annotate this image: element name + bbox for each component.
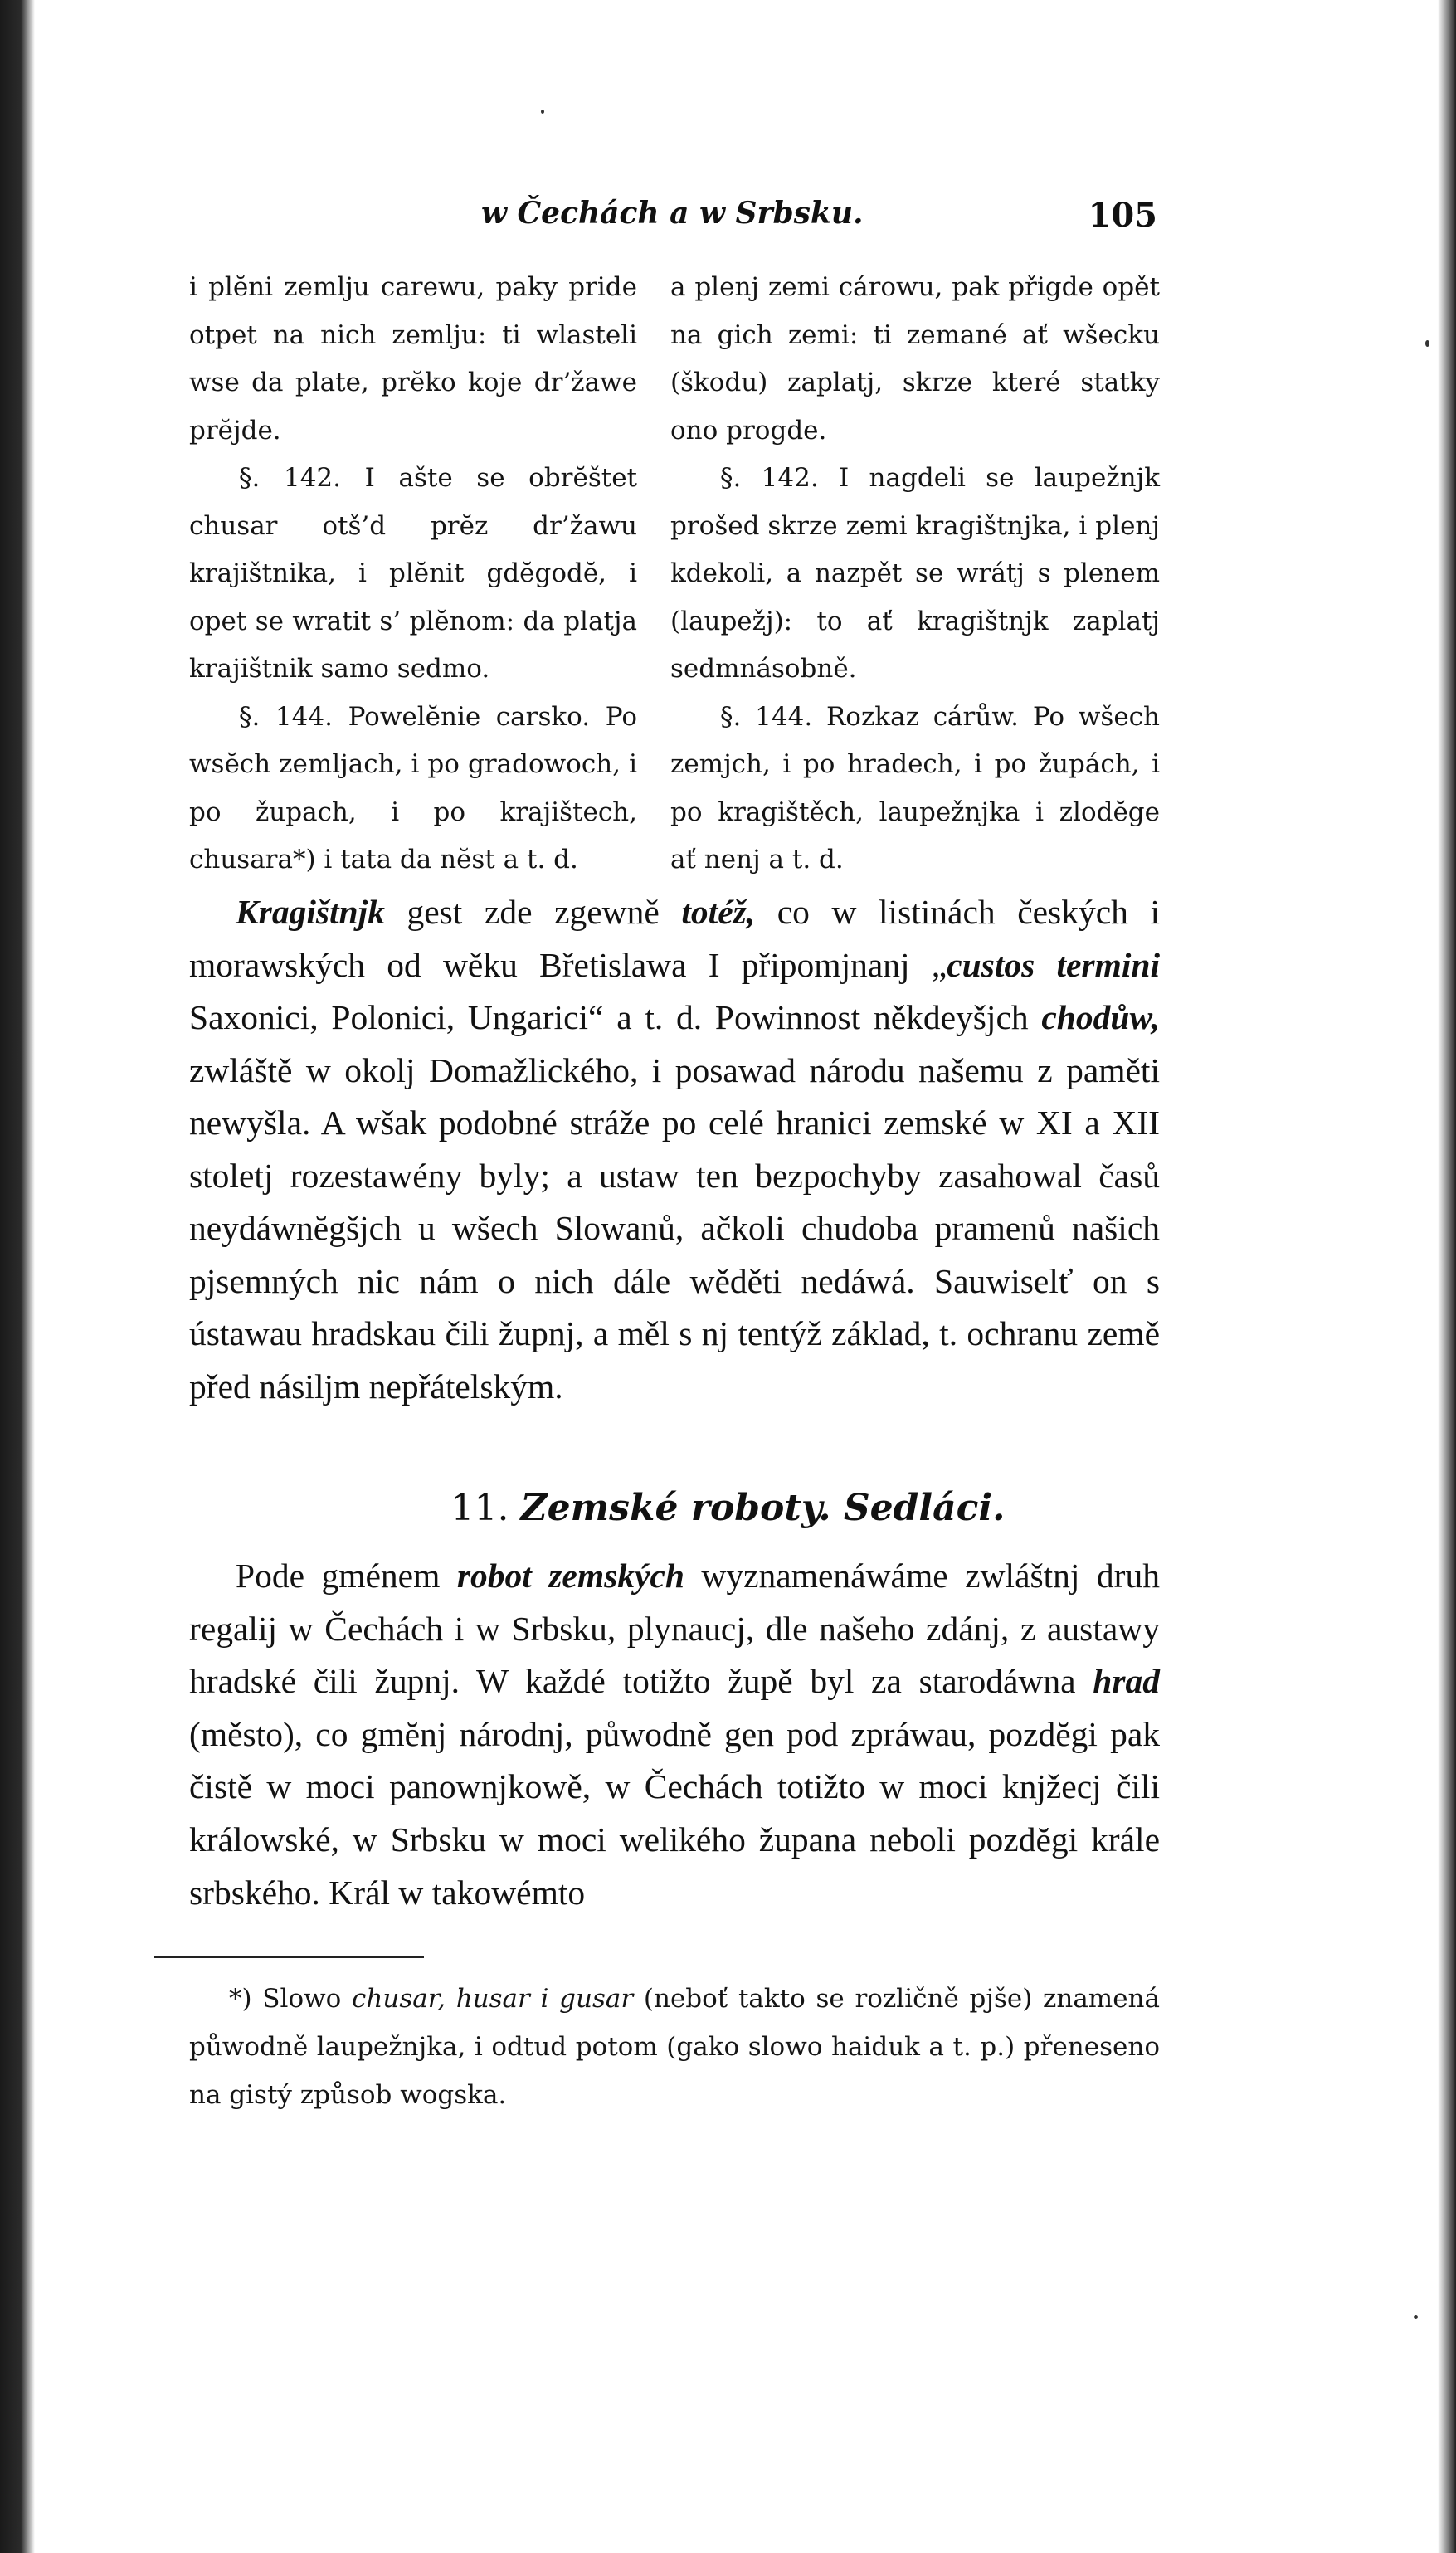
body-paragraph: Kragištnjk gest zde zgewně totéž, co w listinách českých i morawských od wěku Břetislawa I připomjnanj „custos termini Saxonici, Polonici, Ungarici“ a t. d. Powinnost někdeyšjch chodůw, zwláště w okolj Domažlického, i posawad národu našemu z paměti newyšla. A wšak podobné stráže po celé hranici zemské w XI a XII stoletj rozestawény byly; a ustaw ten bezpochyby zasahowal časů neydáwnĕgšjch u wšech Slowanů, ačkoli chudoba pramenů našich pjsemných nic nám o nich dále wěděti nedáwá. Sauwiselť on s ústawau hradskau čili župnj, a měl s nj tentýž základ, t. ochranu země před násiljm nepřátelským. bbox=[189, 893, 1160, 1406]
left-paragraph-142: §. 142. I ašte se obrĕštet chusar otš’d prĕz dr’žawu krajištnika, i plĕnit gdĕgodĕ, i opet se wratit s’ plĕnom: da platja krajištnik samo sedmo. bbox=[189, 463, 637, 684]
running-head: w Čechách a w Srbsku. bbox=[481, 196, 864, 231]
right-paragraph-142: §. 142. I nagdeli se laupežnjk prošed skrze zemi kragištnjka, i plenj kdekoli, a nazpět se wrátj s plenem (laupežj): to ať kragištnjk zaplatj sedmnásobně. bbox=[670, 463, 1160, 684]
footnote-text: *) Slowo chusar, husar i gusar (neboť takto se rozličně pjše) znamená půwodně laupežnjka, i odtud potom (gako slowo haiduk a t. p.) přeneseno na gistý způsob wogska. bbox=[189, 1984, 1160, 2110]
page-number: 105 bbox=[1088, 196, 1157, 235]
right-column-czech-translation bbox=[670, 264, 1160, 884]
body-paragraph: Pode gménem robot zemských wyznamenáwáme zwláštnj druh regalij w Čechách i w Srbsku, plynaucj, dle našeho zdánj, z austawy hradské čili župnj. W každé totižto župě byl za starodáwna hrad (město), co gmĕnj národnj, půwodně gen pod zpráwau, pozdĕgi pak čistě w moci panownjkowě, w Čechách totižto w moci knjžecj čili králowské, w Srbsku w moci welikého župana neboli pozdĕgi krále srbského. Král w takowémto bbox=[189, 1557, 1160, 1912]
section-number: 11. bbox=[450, 1487, 509, 1529]
left-paragraph-1: i plĕni zemlju carewu, paky pride otpet na nich zemlju: ti wlasteli wse da plate, prĕko koje dr’žawe prĕjde. bbox=[189, 272, 637, 446]
paragraph-robot bbox=[189, 1550, 1160, 1919]
right-paragraph-144: §. 144. Rozkaz cárůw. Po wšech zemjch, i po hradech, i po župách, i po kragištěch, laupežnjka i zlodĕge ať nenj a t. d. bbox=[670, 701, 1160, 875]
term-kragistnjk: Kragištnjk bbox=[236, 893, 385, 931]
footnote-divider bbox=[154, 1956, 424, 1958]
left-paragraph-144: §. 144. Powelĕnie carsko. Po wsĕch zemljach, i po gradowoch, i po župach, i po krajištech, chusara*) i tata da nĕst a t. d. bbox=[189, 701, 637, 875]
section-heading bbox=[0, 1487, 1456, 1529]
right-paragraph-1: a plenj zemi cárowu, pak přigde opět na gich zemi: ti zemané ať wšecku (škodu) zaplatj, skrze které statky ono progde. bbox=[670, 272, 1160, 446]
ink-speck bbox=[1414, 2315, 1418, 2319]
left-column-serbian-text bbox=[189, 264, 637, 884]
ink-speck bbox=[541, 110, 544, 114]
ink-speck bbox=[1425, 340, 1429, 347]
section-title: Zemské roboty. Sedláci. bbox=[520, 1487, 1006, 1529]
footnote bbox=[189, 1975, 1160, 2119]
paragraph-kragistnjk bbox=[189, 886, 1160, 1413]
